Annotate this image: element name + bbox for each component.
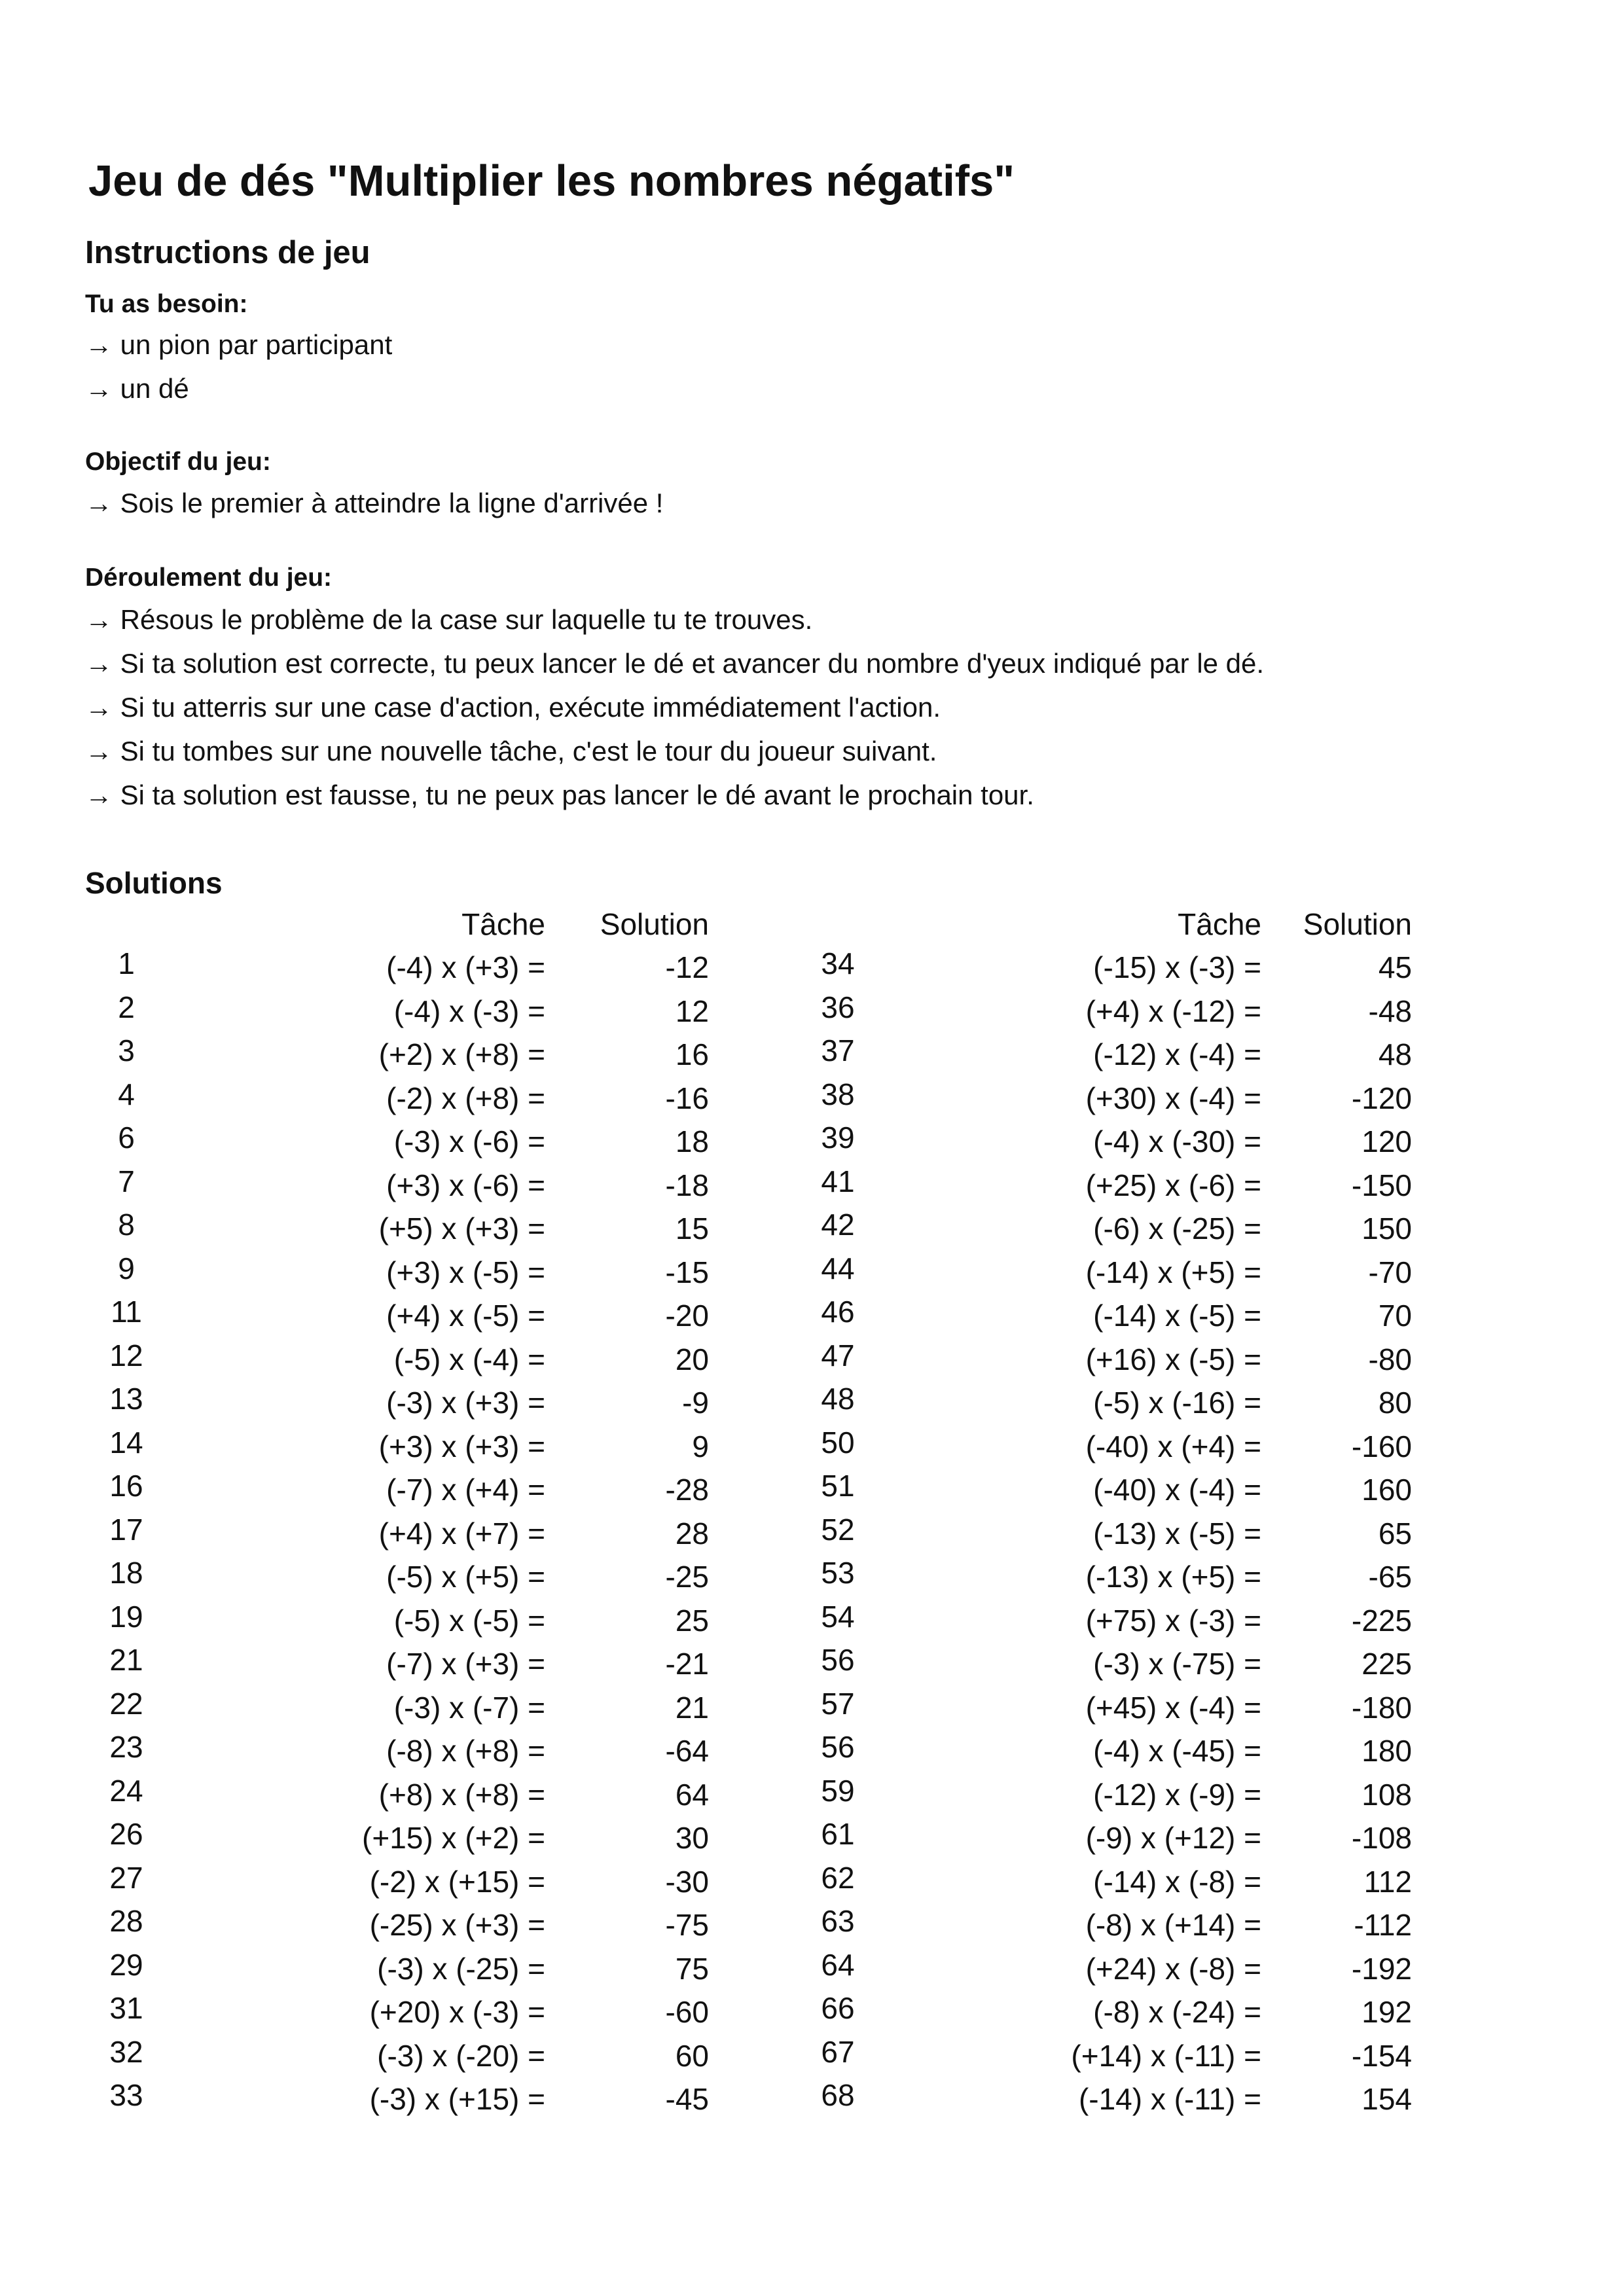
task-expression: (+4) x (+7) =: [378, 1516, 545, 1551]
solution-row: [805, 1556, 1412, 1602]
task-number: 8: [118, 1208, 135, 1242]
task-expression: (-9) x (+12) =: [1085, 1821, 1261, 1855]
task-number: 44: [821, 1251, 855, 1285]
solution-value: 75: [675, 1951, 709, 1986]
solution-row: [94, 1947, 709, 1994]
solution-row: [94, 1773, 709, 1820]
solution-row: [94, 1077, 709, 1124]
solution-value: -112: [1354, 1908, 1412, 1942]
solution-row: [94, 1164, 709, 1211]
solution-row: [805, 1382, 1412, 1428]
solution-value: -160: [1351, 1429, 1412, 1463]
task-expression: (-8) x (+14) =: [1085, 1908, 1261, 1942]
solution-row: [805, 1164, 1412, 1211]
steps-heading: Déroulement du jeu:: [85, 564, 333, 592]
task-number: 53: [821, 1556, 855, 1590]
solution-value: -16: [665, 1081, 709, 1115]
task-number: 56: [821, 1730, 855, 1764]
solution-value: -25: [665, 1560, 709, 1594]
task-expression: (-7) x (+4) =: [386, 1473, 545, 1507]
solution-value: 154: [1362, 2082, 1412, 2116]
task-expression: (-3) x (-6) =: [393, 1124, 545, 1158]
solution-row: [805, 1686, 1412, 1733]
task-number: 1: [118, 946, 135, 980]
solution-value: -150: [1351, 1168, 1412, 1202]
solution-row: [94, 1208, 709, 1254]
solution-value: -28: [665, 1473, 709, 1507]
task-expression: (-3) x (-7) =: [393, 1690, 545, 1725]
task-number: 68: [821, 2078, 855, 2112]
solution-value: 48: [1378, 1037, 1412, 1071]
solution-row: [94, 1338, 709, 1385]
solution-value: 25: [675, 1603, 709, 1638]
solution-row: [805, 1643, 1412, 1689]
solution-row: [805, 990, 1412, 1037]
solution-value: -18: [665, 1168, 709, 1202]
solution-value: 160: [1362, 1473, 1412, 1507]
task-expression: (+4) x (-12) =: [1085, 994, 1261, 1028]
task-number: 3: [118, 1033, 135, 1067]
task-number: 59: [821, 1773, 855, 1808]
task-number: 28: [109, 1904, 143, 1938]
task-expression: (-3) x (-75) =: [1093, 1647, 1261, 1681]
task-expression: (-2) x (+8) =: [386, 1081, 545, 1115]
task-expression: (+2) x (+8) =: [378, 1037, 545, 1071]
task-number: 57: [821, 1686, 855, 1721]
solution-row: [805, 2078, 1412, 2125]
task-expression: (-3) x (+15) =: [369, 2082, 545, 2116]
solution-value: -20: [665, 1299, 709, 1333]
solution-value: 65: [1378, 1516, 1412, 1551]
solution-value: -65: [1368, 1560, 1412, 1594]
task-expression: (-6) x (-25) =: [1093, 1211, 1261, 1246]
solution-row: [805, 1817, 1412, 1863]
task-number: 17: [109, 1512, 143, 1547]
solution-value: 64: [675, 1777, 709, 1812]
solution-row: [94, 1686, 709, 1733]
solution-row: [805, 1947, 1412, 1994]
solution-value: -80: [1368, 1342, 1412, 1376]
solution-row: [805, 1860, 1412, 1907]
task-expression: (-3) x (-20) =: [377, 2038, 545, 2073]
solution-value: 180: [1362, 1734, 1412, 1768]
solution-row: [805, 1773, 1412, 1820]
task-expression: (+3) x (+3) =: [378, 1429, 545, 1463]
solution-value: -45: [665, 2082, 709, 2116]
solution-row: [94, 1295, 709, 1341]
solution-row: [94, 1817, 709, 1863]
solution-value: -48: [1368, 994, 1412, 1028]
task-expression: (-8) x (+8) =: [386, 1734, 545, 1768]
solutions-table-left: [94, 906, 709, 2150]
solution-value: -225: [1351, 1603, 1412, 1638]
task-expression: (+75) x (-3) =: [1085, 1603, 1261, 1638]
task-number: 48: [821, 1382, 855, 1416]
task-expression: (-12) x (-9) =: [1093, 1777, 1261, 1812]
solution-row: [805, 1121, 1412, 1167]
task-expression: (-4) x (-45) =: [1093, 1734, 1261, 1768]
step-item: → Si ta solution est correcte, tu peux lancer le dé et avancer du nombre d'yeux indiqué par le dé.: [85, 648, 1265, 679]
task-expression: (-14) x (+5) =: [1085, 1255, 1261, 1289]
need-heading: Tu as besoin:: [85, 290, 248, 318]
task-number: 19: [109, 1599, 143, 1634]
task-expression: (+16) x (-5) =: [1085, 1342, 1261, 1376]
task-number: 63: [821, 1904, 855, 1938]
task-expression: (+3) x (-6) =: [386, 1168, 545, 1202]
solution-value: 9: [692, 1429, 709, 1463]
task-number: 38: [821, 1077, 855, 1111]
solution-value: -60: [665, 1995, 709, 2029]
task-number: 33: [109, 2078, 143, 2112]
task-number: 42: [821, 1208, 855, 1242]
solution-value: -64: [665, 1734, 709, 1768]
task-number: 46: [821, 1295, 855, 1329]
solution-row: [805, 1077, 1412, 1124]
solution-row: [94, 1425, 709, 1472]
solution-value: 80: [1378, 1386, 1412, 1420]
solution-row: [94, 1556, 709, 1602]
task-number: 54: [821, 1599, 855, 1634]
task-expression: (+8) x (+8) =: [378, 1777, 545, 1812]
task-number: 22: [109, 1686, 143, 1721]
task-number: 24: [109, 1773, 143, 1808]
solution-value: -30: [665, 1864, 709, 1899]
task-number: 32: [109, 2034, 143, 2069]
solutions-table-right: [805, 906, 1412, 2150]
solution-row: [805, 1295, 1412, 1341]
solution-value: -180: [1351, 1690, 1412, 1725]
solution-row: [94, 1512, 709, 1559]
need-item: → un pion par participant: [85, 329, 393, 360]
task-number: 50: [821, 1425, 855, 1460]
task-number: 6: [118, 1121, 135, 1155]
task-expression: (+25) x (-6) =: [1085, 1168, 1261, 1202]
solution-value: 28: [675, 1516, 709, 1551]
task-expression: (-3) x (+3) =: [386, 1386, 545, 1420]
solution-value: 70: [1378, 1299, 1412, 1333]
column-header-task: Tâche: [1178, 907, 1261, 941]
solution-row: [805, 1469, 1412, 1515]
solutions-heading: Solutions: [85, 866, 223, 900]
solution-value: -108: [1351, 1821, 1412, 1855]
task-number: 64: [821, 1947, 855, 1982]
solution-row: [94, 1860, 709, 1907]
task-number: 34: [821, 946, 855, 980]
task-number: 26: [109, 1817, 143, 1851]
task-expression: (-40) x (+4) =: [1085, 1429, 1261, 1463]
solution-value: 192: [1362, 1995, 1412, 2029]
solution-value: -21: [665, 1647, 709, 1681]
solution-value: -75: [665, 1908, 709, 1942]
task-number: 56: [821, 1643, 855, 1677]
solution-value: 108: [1362, 1777, 1412, 1812]
task-number: 36: [821, 990, 855, 1024]
task-expression: (+24) x (-8) =: [1085, 1951, 1261, 1986]
solution-value: 16: [675, 1037, 709, 1071]
task-expression: (+5) x (+3) =: [378, 1211, 545, 1246]
task-expression: (-2) x (+15) =: [369, 1864, 545, 1899]
task-expression: (-8) x (-24) =: [1093, 1995, 1261, 2029]
solution-value: -120: [1351, 1081, 1412, 1115]
task-expression: (-12) x (-4) =: [1093, 1037, 1261, 1071]
solution-row: [94, 1382, 709, 1428]
solution-value: 30: [675, 1821, 709, 1855]
task-expression: (+30) x (-4) =: [1085, 1081, 1261, 1115]
instructions-heading: Instructions de jeu: [85, 235, 370, 270]
solution-row: [94, 2034, 709, 2081]
task-number: 31: [109, 1991, 143, 2025]
solution-row: [805, 946, 1412, 993]
task-number: 7: [118, 1164, 135, 1198]
task-number: 51: [821, 1469, 855, 1503]
solution-value: 112: [1363, 1864, 1412, 1899]
step-item: → Si ta solution est fausse, tu ne peux pas lancer le dé avant le prochain tour.: [85, 780, 1034, 810]
step-item: → Si tu tombes sur une nouvelle tâche, c'est le tour du joueur suivant.: [85, 736, 937, 766]
task-number: 14: [109, 1425, 143, 1460]
solution-value: 21: [675, 1690, 709, 1725]
solution-row: [94, 1121, 709, 1167]
task-number: 27: [109, 1860, 143, 1895]
solution-row: [94, 1643, 709, 1689]
solution-value: 120: [1362, 1124, 1412, 1158]
goal-heading: Objectif du jeu:: [85, 448, 271, 476]
task-number: 18: [109, 1556, 143, 1590]
task-expression: (+3) x (-5) =: [386, 1255, 545, 1289]
task-number: 39: [821, 1121, 855, 1155]
solution-value: -15: [665, 1255, 709, 1289]
solution-value: 20: [675, 1342, 709, 1376]
solution-value: 18: [675, 1124, 709, 1158]
task-expression: (-7) x (+3) =: [386, 1647, 545, 1681]
task-expression: (-13) x (-5) =: [1093, 1516, 1261, 1551]
solution-value: 225: [1362, 1647, 1412, 1681]
column-header-task: Tâche: [461, 907, 545, 941]
solution-row: [805, 1208, 1412, 1254]
solution-row: [94, 1991, 709, 2037]
task-number: 23: [109, 1730, 143, 1764]
solution-value: -12: [665, 950, 709, 984]
solution-row: [94, 1904, 709, 1950]
solution-row: [805, 1991, 1412, 2037]
task-number: 67: [821, 2034, 855, 2069]
solution-row: [94, 1599, 709, 1646]
task-expression: (-5) x (-16) =: [1093, 1386, 1261, 1420]
task-number: 4: [118, 1077, 135, 1111]
task-number: 61: [821, 1817, 855, 1851]
task-number: 12: [109, 1338, 143, 1372]
solution-value: -70: [1368, 1255, 1412, 1289]
solution-row: [94, 1730, 709, 1776]
task-expression: (+14) x (-11) =: [1071, 2038, 1261, 2073]
task-expression: (-14) x (-5) =: [1093, 1299, 1261, 1333]
task-expression: (-4) x (-30) =: [1093, 1124, 1261, 1158]
column-header-solution: Solution: [1303, 907, 1412, 941]
task-number: 52: [821, 1512, 855, 1547]
task-expression: (-4) x (-3) =: [393, 994, 545, 1028]
solution-row: [94, 1469, 709, 1515]
task-expression: (-14) x (-8) =: [1093, 1864, 1261, 1899]
solution-row: [94, 946, 709, 993]
need-item: → un dé: [85, 373, 189, 404]
solution-row: [94, 2078, 709, 2125]
task-number: 2: [118, 990, 135, 1024]
task-number: 29: [109, 1947, 143, 1982]
solution-row: [94, 990, 709, 1037]
task-expression: (-4) x (+3) =: [386, 950, 545, 984]
task-expression: (-25) x (+3) =: [369, 1908, 545, 1942]
step-item: → Résous le problème de la case sur laquelle tu te trouves.: [85, 604, 813, 635]
task-number: 11: [111, 1295, 142, 1329]
column-header-solution: Solution: [600, 907, 709, 941]
task-expression: (-14) x (-11) =: [1078, 2082, 1261, 2116]
task-expression: (+4) x (-5) =: [386, 1299, 545, 1333]
solution-value: 60: [675, 2038, 709, 2073]
task-expression: (-3) x (-25) =: [377, 1951, 545, 1986]
solution-row: [805, 1338, 1412, 1385]
task-number: 47: [821, 1338, 855, 1372]
task-number: 62: [821, 1860, 855, 1895]
solution-row: [805, 1033, 1412, 1080]
solution-value: 150: [1362, 1211, 1412, 1246]
task-number: 16: [109, 1469, 143, 1503]
solution-value: 15: [675, 1211, 709, 1246]
task-expression: (-15) x (-3) =: [1093, 950, 1261, 984]
solution-value: -154: [1351, 2038, 1412, 2073]
task-expression: (-5) x (+5) =: [386, 1560, 545, 1594]
solution-value: -9: [682, 1386, 709, 1420]
task-expression: (-5) x (-5) =: [393, 1603, 545, 1638]
solution-row: [94, 1033, 709, 1080]
goal-item: → Sois le premier à atteindre la ligne d'arrivée !: [85, 488, 664, 518]
solution-row: [805, 1251, 1412, 1298]
task-expression: (-40) x (-4) =: [1093, 1473, 1261, 1507]
task-number: 9: [118, 1251, 135, 1285]
page-title: Jeu de dés "Multiplier les nombres négatifs": [88, 156, 1015, 206]
solution-row: [805, 1904, 1412, 1950]
task-number: 66: [821, 1991, 855, 2025]
task-expression: (+20) x (-3) =: [369, 1995, 545, 2029]
solution-value: 45: [1378, 950, 1412, 984]
solution-row: [805, 2034, 1412, 2081]
task-expression: (-13) x (+5) =: [1085, 1560, 1261, 1594]
task-number: 37: [821, 1033, 855, 1067]
task-number: 41: [821, 1164, 855, 1198]
step-item: → Si tu atterris sur une case d'action, exécute immédiatement l'action.: [85, 692, 941, 723]
solution-row: [94, 1251, 709, 1298]
solution-value: 12: [675, 994, 709, 1028]
solution-value: -192: [1351, 1951, 1412, 1986]
task-number: 21: [109, 1643, 143, 1677]
task-expression: (-5) x (-4) =: [393, 1342, 545, 1376]
solution-row: [805, 1599, 1412, 1646]
solution-row: [805, 1425, 1412, 1472]
task-expression: (+45) x (-4) =: [1085, 1690, 1261, 1725]
task-number: 13: [109, 1382, 143, 1416]
solution-row: [805, 1512, 1412, 1559]
task-expression: (+15) x (+2) =: [362, 1821, 545, 1855]
solution-row: [805, 1730, 1412, 1776]
